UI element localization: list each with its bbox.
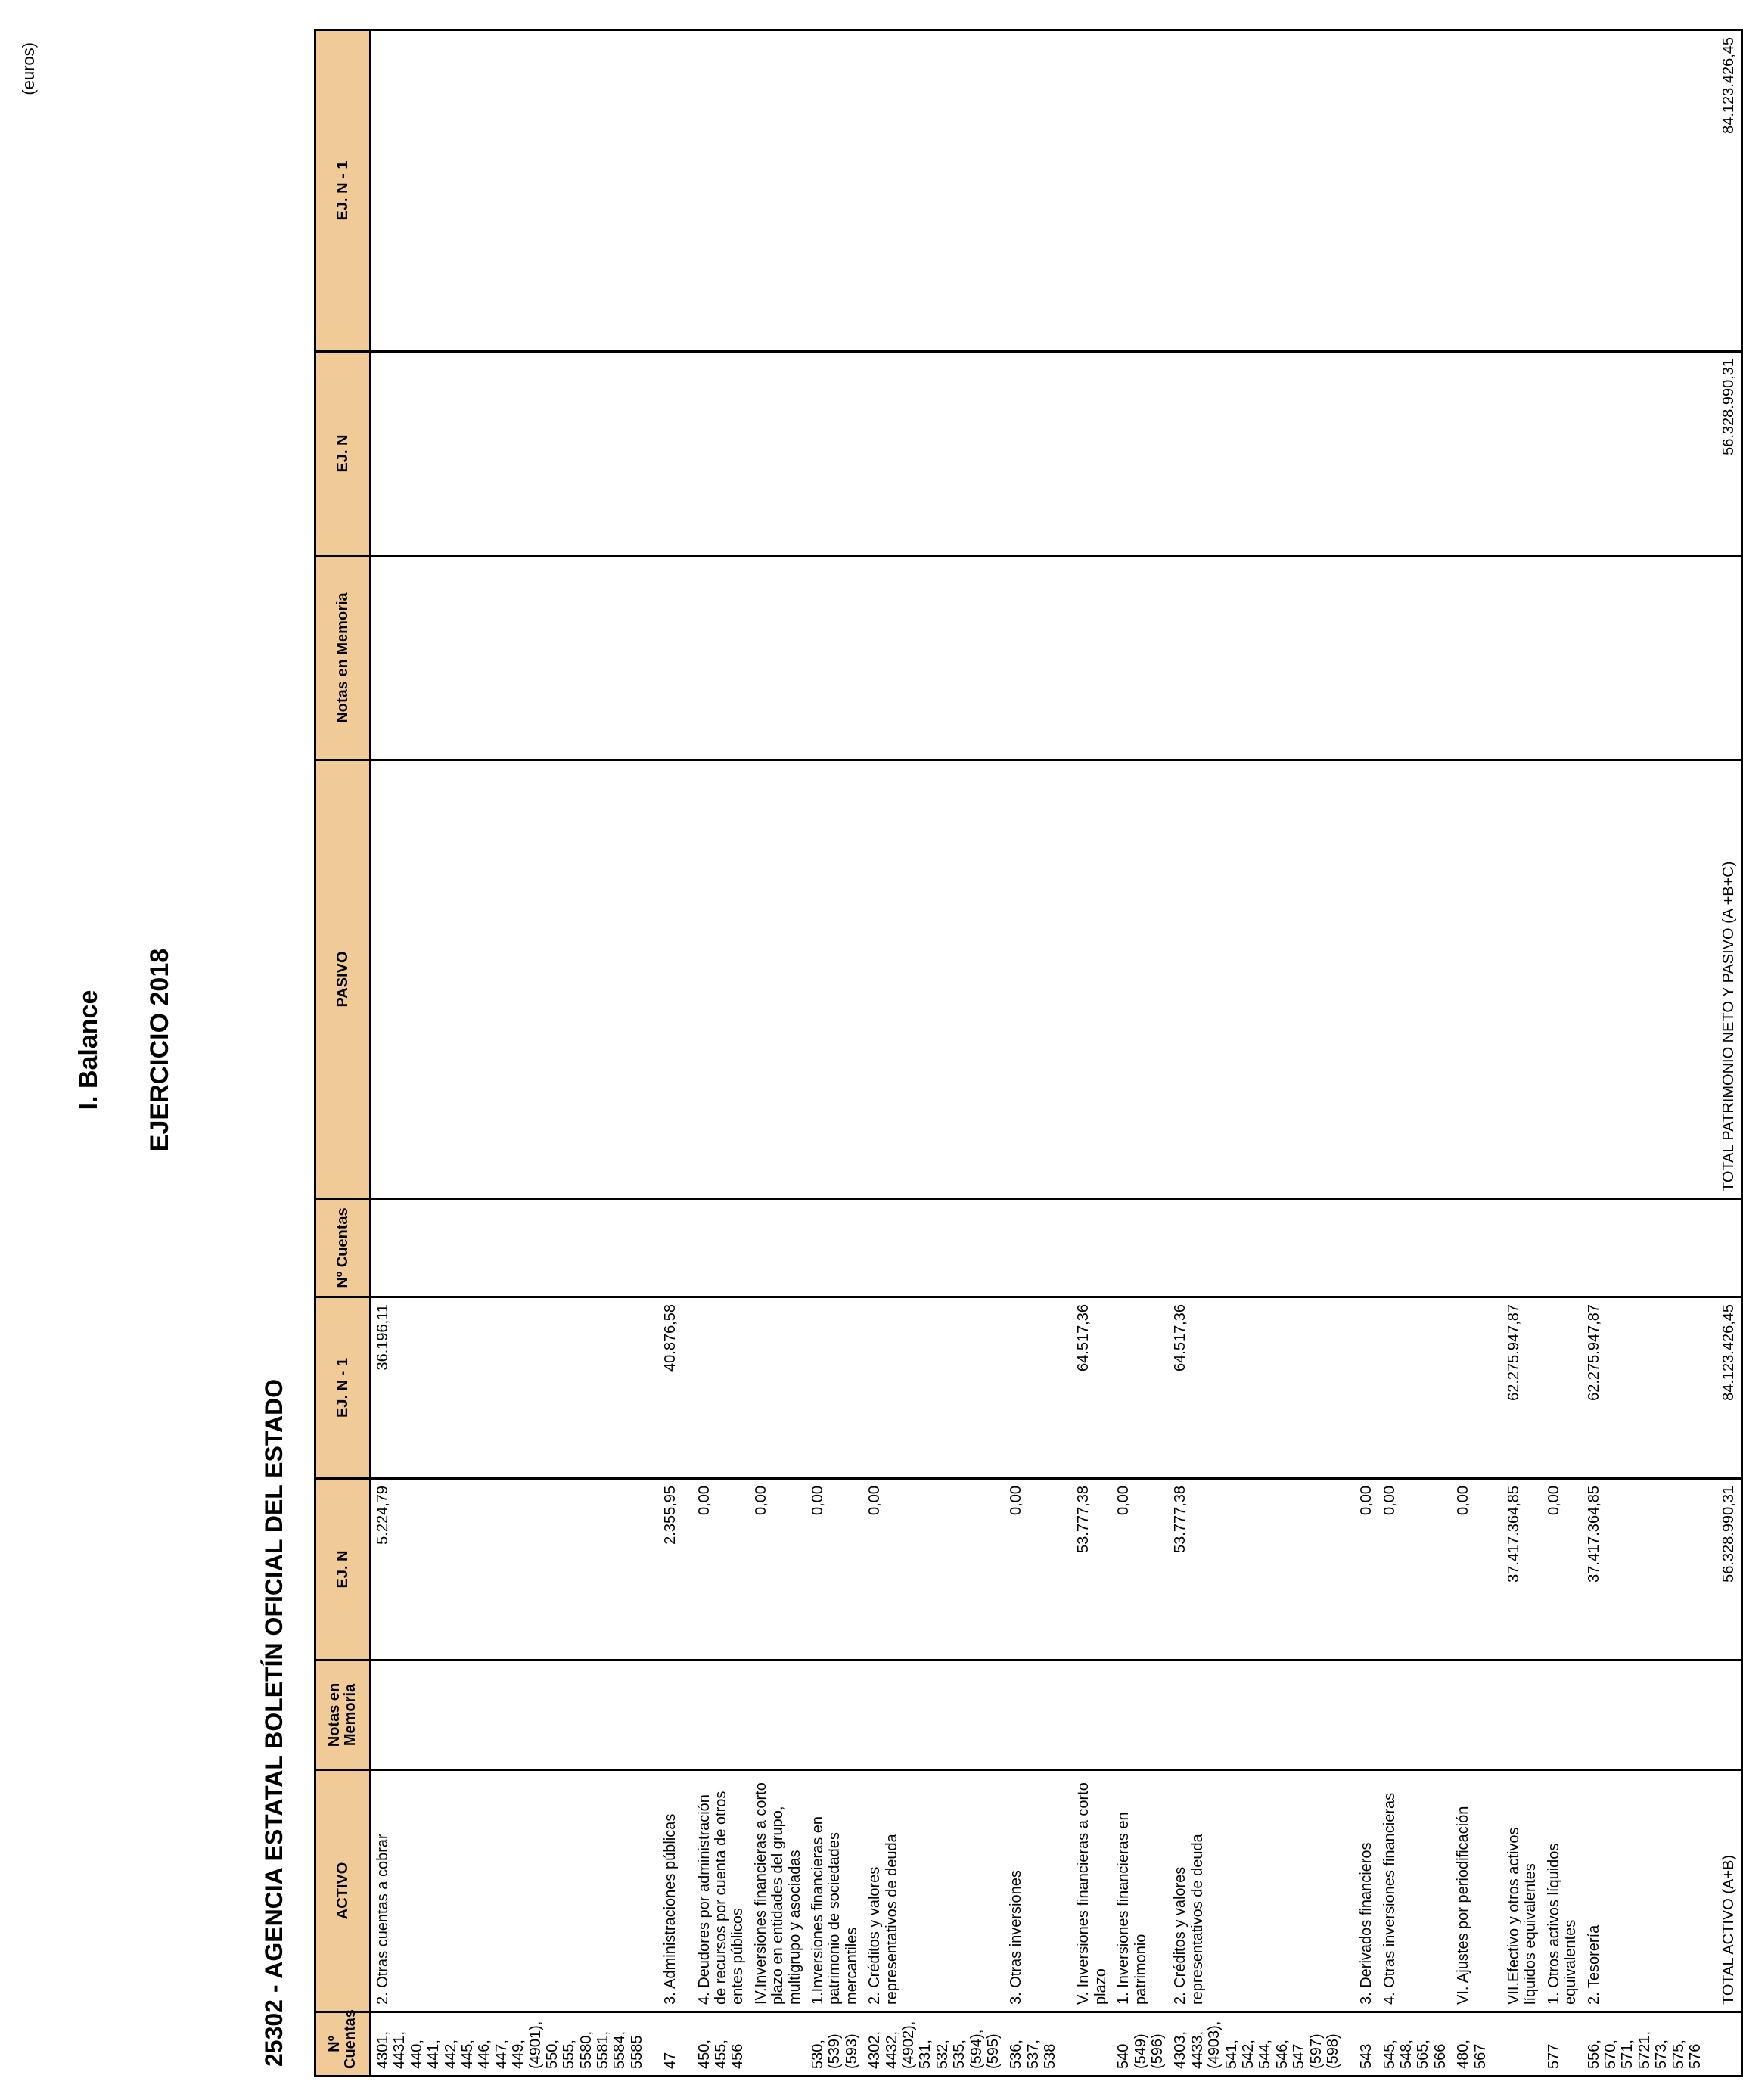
row-cuentas: 540 (549) (596) <box>1112 2012 1169 2077</box>
row-pasivo <box>1005 760 1061 1199</box>
table-row <box>1169 30 1344 2077</box>
row-notas <box>648 1660 682 1770</box>
units-label: (euros) <box>19 42 38 95</box>
row-concepto: 3. Otras inversiones <box>1005 1770 1061 2012</box>
total-notas <box>1707 1660 1741 1770</box>
row-ej-n1 <box>1005 1297 1061 1479</box>
row-pasivo <box>1583 760 1707 1199</box>
row-notas <box>1543 1660 1583 1770</box>
table-row <box>648 30 682 2077</box>
row-concepto: 4. Deudores por administración de recursos por cuenta de otros entes públicos <box>682 1770 750 2012</box>
row-ej-n1 <box>1378 1297 1452 1479</box>
row-concepto: VII.Efectivo y otros activos líquidos equivalentes <box>1492 1770 1543 2012</box>
table-row <box>371 30 649 2077</box>
row-ej-n-pasivo <box>371 352 649 556</box>
row-cuentas <box>750 2012 806 2077</box>
table-row <box>682 30 750 2077</box>
header-activo: ACTIVO <box>315 1770 371 2012</box>
row-ej-n1-pasivo <box>1169 30 1344 352</box>
row-cuentas-pasivo <box>1492 1199 1543 1297</box>
row-cuentas-pasivo <box>371 1199 649 1297</box>
row-ej-n1: 62.275.947,87 <box>1492 1297 1543 1479</box>
row-cuentas-pasivo <box>750 1199 806 1297</box>
row-ej-n: 0,00 <box>682 1479 750 1660</box>
row-ej-n1 <box>1543 1297 1583 1479</box>
row-ej-n1 <box>682 1297 750 1479</box>
row-concepto: 1. Inversiones financieras en patrimonio <box>1112 1770 1169 2012</box>
row-ej-n1-pasivo <box>1583 30 1707 352</box>
total-notas-pasivo <box>1707 556 1741 760</box>
table-row <box>1061 30 1112 2077</box>
total-pasivo-label: TOTAL PATRIMONIO NETO Y PASIVO (A +B+C) <box>1707 760 1741 1199</box>
row-cuentas: 480, 567 <box>1452 2012 1492 2077</box>
row-notas-pasivo <box>1344 556 1378 760</box>
row-ej-n: 0,00 <box>806 1479 863 1660</box>
row-ej-n1: 40.876,58 <box>648 1297 682 1479</box>
row-concepto: V. Inversiones financieras a corto plazo <box>1061 1770 1112 2012</box>
row-ej-n1-pasivo <box>1112 30 1169 352</box>
row-ej-n1: 62.275.947,87 <box>1583 1297 1707 1479</box>
row-ej-n-pasivo <box>648 352 682 556</box>
row-cuentas: 4302, 4432, (4902), 531, 532, 535, (594), (595) <box>863 2012 1005 2077</box>
row-ej-n1-pasivo <box>1378 30 1452 352</box>
row-ej-n-pasivo <box>1452 352 1492 556</box>
row-pasivo <box>863 760 1005 1199</box>
row-ej-n-pasivo <box>1583 352 1707 556</box>
row-concepto: 2. Créditos y valores representativos de deuda <box>1169 1770 1344 2012</box>
row-ej-n1: 64.517,36 <box>1061 1297 1112 1479</box>
row-ej-n-pasivo <box>806 352 863 556</box>
row-pasivo <box>1169 760 1344 1199</box>
row-pasivo <box>806 760 863 1199</box>
row-cuentas: 577 <box>1543 2012 1583 2077</box>
row-ej-n1 <box>750 1297 806 1479</box>
row-cuentas: 536, 537, 538 <box>1005 2012 1061 2077</box>
table-row <box>1005 30 1061 2077</box>
row-ej-n: 0,00 <box>1452 1479 1492 1660</box>
table-header <box>315 30 371 2077</box>
table-row <box>1452 30 1492 2077</box>
row-ej-n-pasivo <box>1543 352 1583 556</box>
row-cuentas-pasivo <box>1452 1199 1492 1297</box>
row-ej-n: 0,00 <box>1378 1479 1452 1660</box>
header-cuentas: Nº Cuentas <box>315 2012 371 2077</box>
table-row <box>750 30 806 2077</box>
row-ej-n1-pasivo <box>1005 30 1061 352</box>
row-ej-n1 <box>1452 1297 1492 1479</box>
total-activo-n: 56.328.990,31 <box>1707 1479 1741 1660</box>
row-pasivo <box>1378 760 1452 1199</box>
table-row <box>1378 30 1452 2077</box>
row-notas <box>1112 1660 1169 1770</box>
row-notas <box>682 1660 750 1770</box>
header-ej-n1: EJ. N - 1 <box>315 1297 371 1479</box>
row-pasivo <box>371 760 649 1199</box>
row-notas-pasivo <box>863 556 1005 760</box>
row-ej-n1: 36.196,11 <box>371 1297 649 1479</box>
row-cuentas: 450, 455, 456 <box>682 2012 750 2077</box>
header-ej-n-pasivo: EJ. N <box>315 352 371 556</box>
header-notas-pasivo: Notas en Memoria <box>315 556 371 760</box>
table-row <box>863 30 1005 2077</box>
row-pasivo <box>1061 760 1112 1199</box>
row-cuentas: 4303, 4433, (4903), 541, 542, 544, 546, 547 (597) (598) <box>1169 2012 1344 2077</box>
row-ej-n-pasivo <box>1492 352 1543 556</box>
row-concepto: 1.Inversiones financieras en patrimonio de sociedades mercantiles <box>806 1770 863 2012</box>
row-ej-n-pasivo <box>1378 352 1452 556</box>
balance-table <box>314 29 1743 2077</box>
row-cuentas: 47 <box>648 2012 682 2077</box>
row-ej-n-pasivo <box>863 352 1005 556</box>
row-ej-n1 <box>1344 1297 1378 1479</box>
row-concepto: 4. Otras inversiones financieras <box>1378 1770 1452 2012</box>
row-cuentas-pasivo <box>682 1199 750 1297</box>
row-notas-pasivo <box>1169 556 1344 760</box>
row-ej-n1-pasivo <box>1492 30 1543 352</box>
total-pasivo-n: 56.328.990,31 <box>1707 352 1741 556</box>
table-row <box>1112 30 1169 2077</box>
row-ej-n-pasivo <box>1169 352 1344 556</box>
row-notas-pasivo <box>682 556 750 760</box>
row-concepto: VI. Ajustes por periodificación <box>1452 1770 1492 2012</box>
row-ej-n: 5.224,79 <box>371 1479 649 1660</box>
row-notas <box>1452 1660 1492 1770</box>
row-notas-pasivo <box>1543 556 1583 760</box>
row-cuentas-pasivo <box>648 1199 682 1297</box>
table-row <box>1543 30 1583 2077</box>
page-title: I. Balance <box>74 989 103 1111</box>
total-pasivo-n1: 84.123.426,45 <box>1707 30 1741 352</box>
entity-name: 25302 - AGENCIA ESTATAL BOLETÍN OFICIAL DEL ESTADO <box>260 1378 287 2067</box>
row-ej-n1-pasivo <box>648 30 682 352</box>
row-cuentas-pasivo <box>1061 1199 1112 1297</box>
table-row <box>1492 30 1543 2077</box>
header-pasivo: PASIVO <box>315 760 371 1199</box>
row-notas <box>1583 1660 1707 1770</box>
row-concepto: 2. Tesorería <box>1583 1770 1707 2012</box>
row-ej-n: 37.417.364,85 <box>1583 1479 1707 1660</box>
total-cuentas-pasivo <box>1707 1199 1741 1297</box>
row-ej-n: 0,00 <box>1112 1479 1169 1660</box>
row-notas-pasivo <box>1005 556 1061 760</box>
row-ej-n: 37.417.364,85 <box>1492 1479 1543 1660</box>
row-ej-n: 0,00 <box>750 1479 806 1660</box>
row-cuentas-pasivo <box>1583 1199 1707 1297</box>
row-notas <box>1344 1660 1378 1770</box>
row-notas <box>1061 1660 1112 1770</box>
row-notas <box>371 1660 649 1770</box>
row-notas <box>806 1660 863 1770</box>
row-cuentas: 530, (539) (593) <box>806 2012 863 2077</box>
row-ej-n: 53.777,38 <box>1061 1479 1112 1660</box>
row-ej-n-pasivo <box>1344 352 1378 556</box>
row-pasivo <box>1492 760 1543 1199</box>
row-ej-n-pasivo <box>1005 352 1061 556</box>
row-ej-n: 0,00 <box>1344 1479 1378 1660</box>
table-row <box>1583 30 1707 2077</box>
row-concepto: 3. Administraciones públicas <box>648 1770 682 2012</box>
row-cuentas-pasivo <box>1344 1199 1378 1297</box>
exercise-year: EJERCICIO 2018 <box>145 948 174 1152</box>
total-cuentas <box>1707 2012 1741 2077</box>
row-concepto: 2. Otras cuentas a cobrar <box>371 1770 649 2012</box>
total-activo-label: TOTAL ACTIVO (A+B) <box>1707 1770 1741 2012</box>
row-pasivo <box>648 760 682 1199</box>
row-notas-pasivo <box>1452 556 1492 760</box>
row-notas <box>1492 1660 1543 1770</box>
row-ej-n: 0,00 <box>1543 1479 1583 1660</box>
row-notas <box>750 1660 806 1770</box>
row-pasivo <box>1543 760 1583 1199</box>
table-row <box>1344 30 1378 2077</box>
row-notas-pasivo <box>1492 556 1543 760</box>
row-cuentas-pasivo <box>1378 1199 1452 1297</box>
row-cuentas-pasivo <box>1169 1199 1344 1297</box>
row-ej-n1: 64.517,36 <box>1169 1297 1344 1479</box>
row-ej-n1-pasivo <box>1452 30 1492 352</box>
row-cuentas: 556, 570, 571, 5721, 573, 575, 576 <box>1583 2012 1707 2077</box>
row-ej-n-pasivo <box>1112 352 1169 556</box>
row-ej-n-pasivo <box>682 352 750 556</box>
row-ej-n1-pasivo <box>1061 30 1112 352</box>
row-ej-n1-pasivo <box>863 30 1005 352</box>
row-ej-n-pasivo <box>750 352 806 556</box>
row-ej-n: 53.777,38 <box>1169 1479 1344 1660</box>
row-pasivo <box>682 760 750 1199</box>
row-notas-pasivo <box>648 556 682 760</box>
row-notas-pasivo <box>1583 556 1707 760</box>
table-row <box>806 30 863 2077</box>
row-notas-pasivo <box>1378 556 1452 760</box>
row-ej-n1-pasivo <box>750 30 806 352</box>
row-cuentas-pasivo <box>863 1199 1005 1297</box>
row-ej-n1-pasivo <box>806 30 863 352</box>
row-notas <box>1005 1660 1061 1770</box>
row-ej-n: 2.355,95 <box>648 1479 682 1660</box>
header-ej-n1-pasivo: EJ. N - 1 <box>315 30 371 352</box>
row-cuentas <box>1492 2012 1543 2077</box>
row-cuentas: 4301, 4431, 440, 441, 442, 445, 446, 447, 449, (4901), 550, 555, 5580, 5581, 5584, 5585 <box>371 2012 649 2077</box>
row-ej-n: 0,00 <box>1005 1479 1061 1660</box>
row-ej-n1-pasivo <box>371 30 649 352</box>
row-notas-pasivo <box>1061 556 1112 760</box>
row-notas <box>1169 1660 1344 1770</box>
row-concepto: 2. Créditos y valores representativos de deuda <box>863 1770 1005 2012</box>
row-pasivo <box>1452 760 1492 1199</box>
row-ej-n1 <box>1112 1297 1169 1479</box>
row-notas <box>1378 1660 1452 1770</box>
header-notas: Notas en Memoria <box>315 1660 371 1770</box>
total-row <box>1707 30 1741 2077</box>
row-notas-pasivo <box>1112 556 1169 760</box>
row-cuentas <box>1061 2012 1112 2077</box>
row-cuentas: 543 <box>1344 2012 1378 2077</box>
row-notas-pasivo <box>750 556 806 760</box>
row-ej-n: 0,00 <box>863 1479 1005 1660</box>
row-ej-n1-pasivo <box>1543 30 1583 352</box>
header-cuentas-pasivo: Nº Cuentas <box>315 1199 371 1297</box>
row-cuentas-pasivo <box>1112 1199 1169 1297</box>
row-cuentas: 545, 548, 565, 566 <box>1378 2012 1452 2077</box>
row-notas <box>863 1660 1005 1770</box>
row-pasivo <box>1112 760 1169 1199</box>
row-ej-n1 <box>863 1297 1005 1479</box>
row-ej-n1 <box>806 1297 863 1479</box>
total-activo-n1: 84.123.426,45 <box>1707 1297 1741 1479</box>
row-notas-pasivo <box>806 556 863 760</box>
header-ej-n: EJ. N <box>315 1479 371 1660</box>
row-cuentas-pasivo <box>806 1199 863 1297</box>
table-body <box>371 30 1742 2077</box>
row-cuentas-pasivo <box>1005 1199 1061 1297</box>
row-cuentas-pasivo <box>1543 1199 1583 1297</box>
row-concepto: 3. Derivados financieros <box>1344 1770 1378 2012</box>
row-concepto: 1. Otros activos líquidos equivalentes <box>1543 1770 1583 2012</box>
row-pasivo <box>750 760 806 1199</box>
row-ej-n1-pasivo <box>1344 30 1378 352</box>
row-ej-n1-pasivo <box>682 30 750 352</box>
row-pasivo <box>1344 760 1378 1199</box>
row-notas-pasivo <box>371 556 649 760</box>
row-ej-n-pasivo <box>1061 352 1112 556</box>
row-concepto: IV.Inversiones financieras a corto plazo en entidades del grupo, multigrupo y asociadas <box>750 1770 806 2012</box>
